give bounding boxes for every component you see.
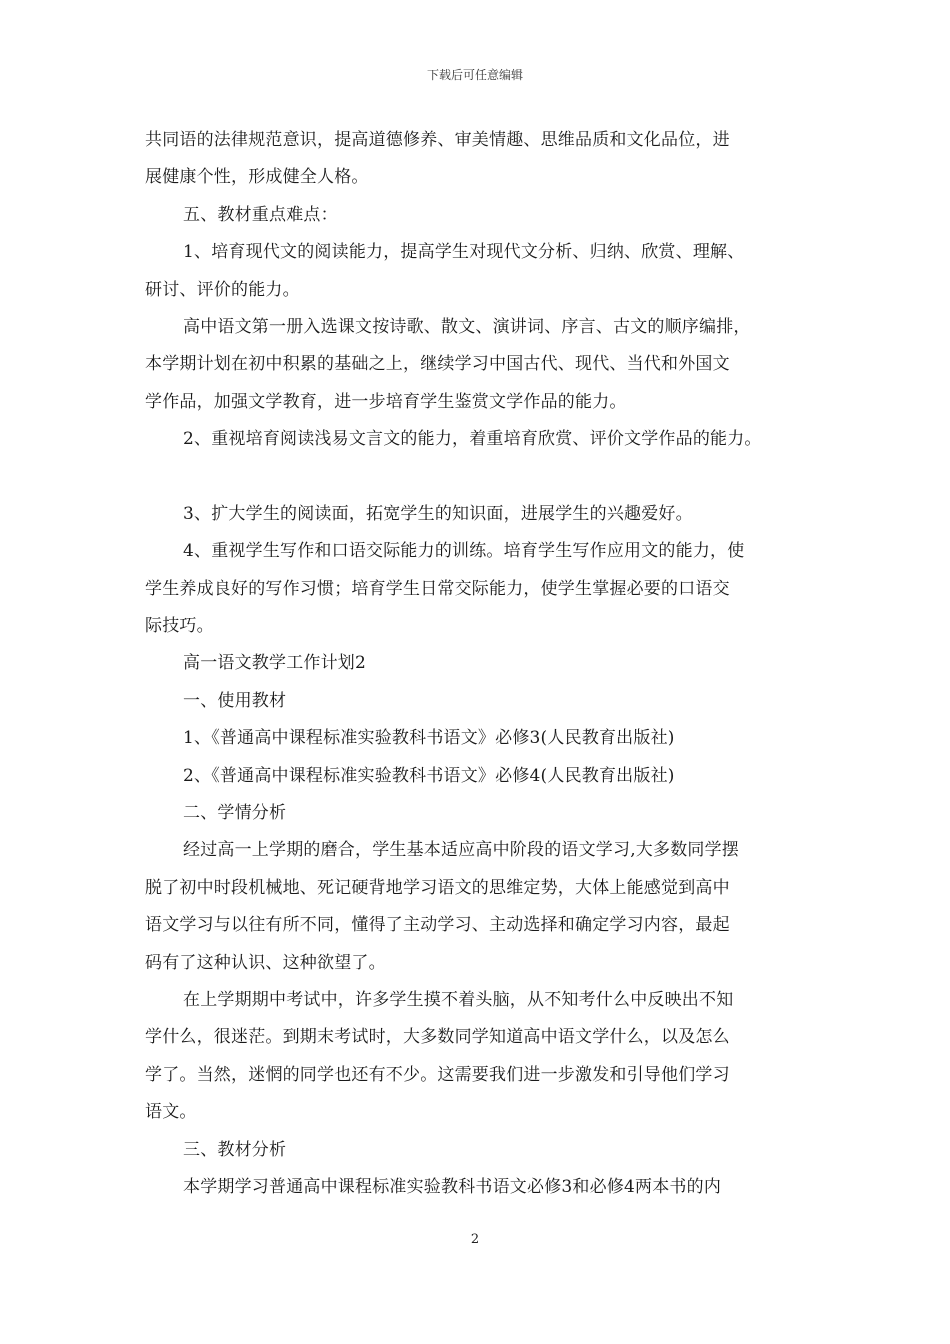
blank-line [145, 459, 820, 496]
page-header: 下载后可任意编辑 [426, 68, 523, 82]
paragraph-line: 本学期计划在初中积累的基础之上，继续学习中国古代、现代、当代和外国文 [145, 354, 730, 375]
section-heading: 二、学情分析 [183, 803, 287, 824]
paragraph-line: 学了。当然，迷惘的同学也还有不少。这需要我们进一步激发和引导他们学习 [145, 1064, 730, 1085]
paragraph-line: 学作品，加强文学教育，进一步培育学生鉴赏文学作品的能力。 [145, 391, 627, 412]
paragraph-line: 语文。 [145, 1102, 197, 1123]
paragraph-line: 学生养成良好的写作习惯；培育学生日常交际能力，使学生掌握必要的口语交 [145, 578, 730, 599]
paragraph-line: 在上学期期中考试中，许多学生摸不着头脑，从不知考什么中反映出不知 [183, 989, 734, 1010]
paragraph-line: 共同语的法律规范意识，提高道德修养、审美情趣、思维品质和文化品位，进 [145, 130, 730, 150]
paragraph-line: 际技巧。 [145, 616, 214, 637]
paragraph-line: 3、扩大学生的阅读面，拓宽学生的知识面，进展学生的兴趣爱好。 [183, 503, 693, 524]
paragraph-line: 脱了初中时段机械地、死记硬背地学习语文的思维定势，大体上能感觉到高中 [145, 877, 730, 898]
paragraph-line: 高中语文第一册入选课文按诗歌、散文、演讲词、序言、古文的顺序编排， [183, 316, 751, 337]
paragraph-line: 本学期学习普通高中课程标准实验教科书语文必修3和必修4两本书的内 [183, 1176, 722, 1197]
paragraph-line: 1、培育现代文的阅读能力，提高学生对现代文分析、归纳、欣赏、理解、 [183, 242, 745, 263]
paragraph-line: 2、重视培育阅读浅易文言文的能力，着重培育欣赏、评价文学作品的能力。 [183, 429, 762, 450]
document-body [145, 122, 820, 1206]
paragraph-line: 经过高一上学期的磨合，学生基本适应高中阶段的语文学习,大多数同学摆 [183, 840, 740, 861]
section-heading: 五、教材重点难点： [183, 204, 338, 225]
paragraph-line: 学什么，很迷茫。到期末考试时，大多数同学知道高中语文学什么，以及怎么 [145, 1027, 730, 1048]
paragraph-line: 语文学习与以往有所不同，懂得了主动学习、主动选择和确定学习内容，最起 [145, 915, 730, 936]
list-item: 1、《普通高中课程标准实验教科书语文》必修3(人民教育出版社) [183, 728, 675, 749]
paragraph-line: 研讨、评价的能力。 [145, 279, 300, 300]
page-number: 2 [470, 1232, 480, 1247]
section-heading: 三、教材分析 [183, 1139, 287, 1160]
section-heading: 一、使用教材 [183, 690, 287, 711]
list-item: 2、《普通高中课程标准实验教科书语文》必修4(人民教育出版社) [183, 765, 675, 786]
document-title: 高一语文教学工作计划2 [183, 653, 367, 674]
paragraph-line: 展健康个性，形成健全人格。 [145, 167, 369, 188]
paragraph-line: 4、重视学生写作和口语交际能力的训练。培育学生写作应用文的能力，使 [183, 541, 745, 562]
paragraph-line: 码有了这种认识、这种欲望了。 [145, 952, 386, 973]
